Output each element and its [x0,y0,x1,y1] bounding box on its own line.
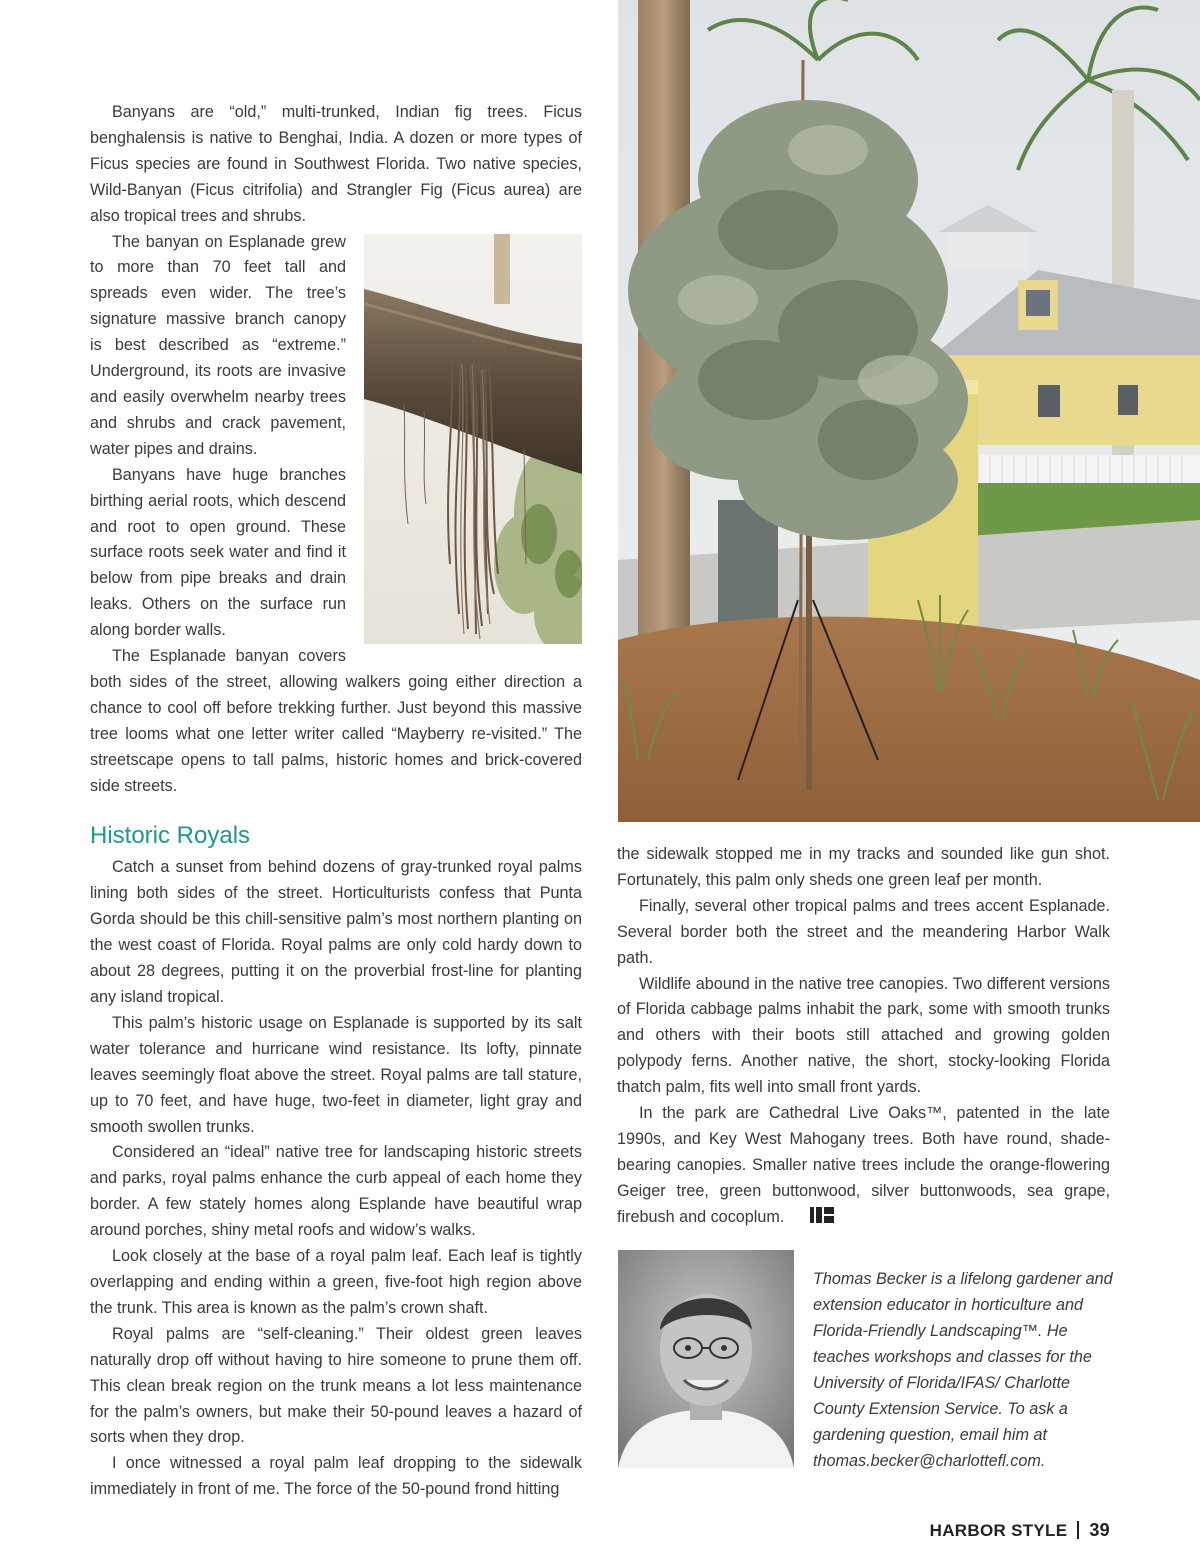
paragraph: Catch a sunset from behind dozens of gray-trunked royal palms lining both sides of the street. Horticulturists confess that Punta Gorda should be this chill-sensitive palm’s most northern planting on the west coast of Florida. Royal palms are only cold hardy down to about 28 degrees, putting it on the proverbial frost-line for planting any island tropical. [90,858,582,1006]
footer-divider [1077,1521,1079,1539]
section-heading: Historic Royals [90,822,251,850]
paragraph: Royal palms are “self-cleaning.” Their oldest green leaves naturally drop off without having to hire someone to prune them off. This clean break region on the trunk means a lot less maintenance for the palm’s owners, but make their 50-pound leaves a hazard of sorts when they drop. [90,1324,582,1447]
left-column [90,100,582,1503]
end-mark-icon [788,1207,814,1225]
paragraph: This palm’s historic usage on Esplanade is supported by its salt water tolerance and hurricane wind resistance. Its lofty, pinnate leaves seemingly float above the street. Royal palms are tall stature, up to 70 feet, and have huge, two-feet in diameter, light gray and smooth swollen trunks. [90,1013,582,1136]
paragraph [617,1101,1110,1231]
magazine-name: HARBOR STYLE [929,1521,1068,1540]
author-portrait [618,1250,794,1468]
final-paragraph-text: In the park are Cathedral Live Oaks™, patented in the late 1990s, and Key West Mahogany trees. Both have round, shade-bearing canopies. Smaller native trees include the orange-flowering Geiger tree, green buttonwood, silver buttonwoods, sea grape, firebush and cocoplum. [617,1104,1110,1226]
paragraph: Considered an “ideal” native tree for landscaping historic streets and parks, royal palms enhance the curb appeal of each home they border. A few stately homes along Esplande have beautiful wrap around porches, shiny metal roofs and widow’s walks. [90,1143,582,1240]
paragraph: the sidewalk stopped me in my tracks and sounded like gun shot. Fortunately, this palm only sheds one green leaf per month. [617,845,1110,889]
page-footer [930,1520,1110,1541]
paragraph: Wildlife abound in the native tree canopies. Two different versions of Florida cabbage palms inhabit the park, some with smooth trunks and others with their boots still attached and growing golden polypody ferns. Another native, the short, stocky-looking Florida thatch palm, fits well into small front yards. [617,974,1110,1097]
author-bio: Thomas Becker is a lifelong gardener and extension educator in horticulture and Florida-Friendly Landscaping™. He teaches workshops and classes for the University of Florida/IFAS/ Charlotte County Extension Service. To ask a gardening question, email him at thomas.becker@charlottefl.com. [813,1270,1113,1470]
paragraph: Banyans are “old,” multi-trunked, Indian fig trees. Ficus benghalensis is native to Benghai, India. A dozen or more types of Ficus species are found in Southwest Florida. Two native species, Wild-Banyan (Ficus citrifolia) and Strangler Fig (Ficus aurea) are also tropical trees and shrubs. [90,103,582,225]
paragraph: The banyan on Esplanade grew to more than 70 feet tall and spreads even wider. The tree’s signature massive branch canopy is best described as “extreme.” Underground, its roots are invasive and easily overwhelm nearby trees and shrubs and crack pavement, water pipes and drains. [90,232,346,458]
right-column [617,842,1110,1231]
paragraph: Banyans have huge branches birthing aerial roots, which descend and root to open ground. These surface roots seek water and find it below from pipe breaks and drain leaks. Others on the surface run along border walls. [90,465,346,640]
paragraph: I once witnessed a royal palm leaf dropping to the sidewalk immediately in front of me. The force of the 50-pound frond hitting [90,1454,582,1499]
page-number: 39 [1089,1520,1110,1540]
street-tree-photo [618,0,1200,822]
banyan-roots-photo [364,234,582,644]
paragraph: The Esplanade banyan covers both sides of the street, allowing walkers going either direction a chance to cool off before trekking further. Just beyond this massive tree looms what one letter writer called “Mayberry re-visited.” The streetscape opens to tall palms, historic homes and brick-covered side streets. [90,647,582,795]
paragraph: Look closely at the base of a royal palm leaf. Each leaf is tightly overlapping and ending within a green, five-foot high region above the trunk. This area is known as the palm’s crown shaft. [90,1247,582,1317]
paragraph: Finally, several other tropical palms and trees accent Esplanade. Several border both the street and the meandering Harbor Walk path. [617,896,1110,967]
